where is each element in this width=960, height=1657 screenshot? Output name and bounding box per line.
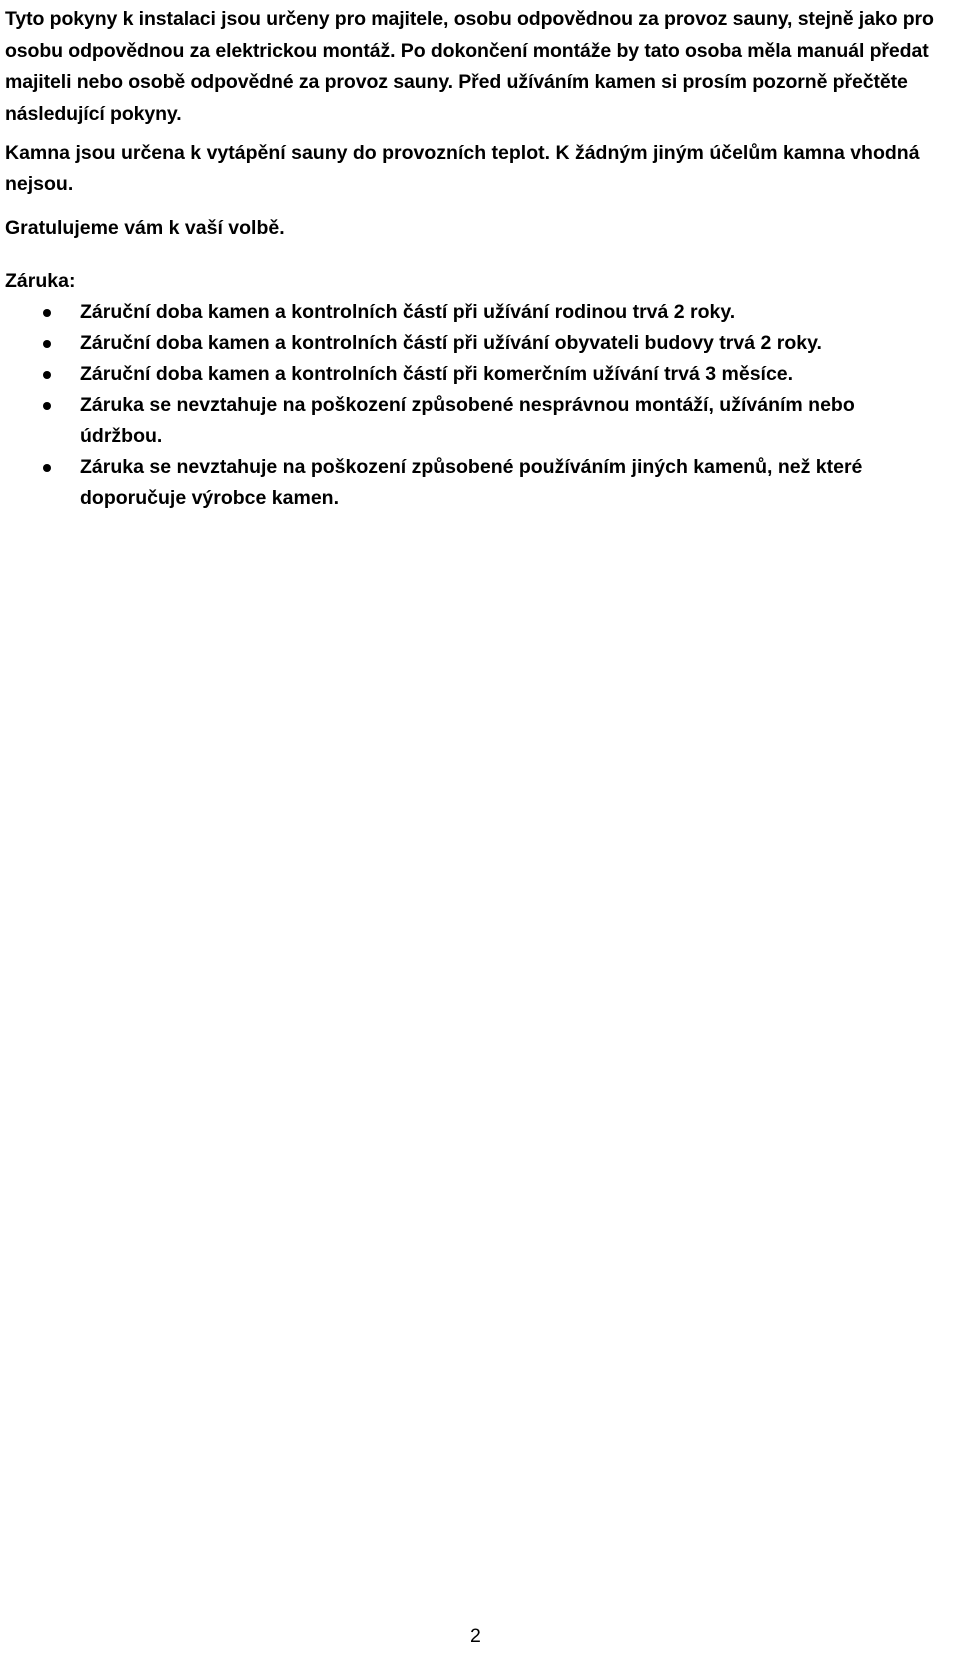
warranty-item-text: Záruční doba kamen a kontrolních částí při komerčním užívání trvá 3 měsíce. (80, 363, 794, 385)
bullet-icon (43, 371, 51, 379)
warranty-item-text: Záruka se nevztahuje na poškození způsobené používáním jiných kamenů, než které doporučuje výrobce kamen. (80, 456, 863, 509)
warranty-list-item (0, 359, 955, 390)
warranty-list-item (0, 297, 955, 328)
intro-paragraph: Tyto pokyny k instalaci jsou určeny pro majitele, osobu odpovědnou za provoz sauny, stejně jako pro osobu odpovědnou za elektrickou montáž. Po dokončení montáže by tato osoba měla manuál předat majiteli nebo osobě odpovědné za provoz sauny. Před užíváním kamen si prosím pozorně přečtěte následující pokyny. (5, 8, 934, 125)
warranty-list (0, 297, 955, 514)
warranty-list-item (0, 390, 955, 452)
warranty-list-item (0, 328, 955, 359)
warranty-item-text: Záruční doba kamen a kontrolních částí při užívání rodinou trvá 2 roky. (80, 301, 736, 323)
bullet-icon (43, 309, 51, 317)
bullet-icon (43, 464, 51, 472)
bullet-icon (43, 402, 51, 410)
usage-paragraph: Kamna jsou určena k vytápění sauny do provozních teplot. K žádným jiným účelům kamna vhodná nejsou. (5, 142, 920, 195)
warranty-list-item (0, 452, 955, 514)
congratulations-paragraph: Gratulujeme vám k vaší volbě. (5, 217, 285, 239)
warranty-item-text: Záruční doba kamen a kontrolních částí při užívání obyvateli budovy trvá 2 roky. (80, 332, 822, 354)
warranty-item-text: Záruka se nevztahuje na poškození způsobené nesprávnou montáží, užíváním nebo údržbou. (80, 394, 855, 447)
warranty-heading: Záruka: (5, 270, 76, 292)
bullet-icon (43, 340, 51, 348)
page-number: 2 (470, 1625, 481, 1647)
